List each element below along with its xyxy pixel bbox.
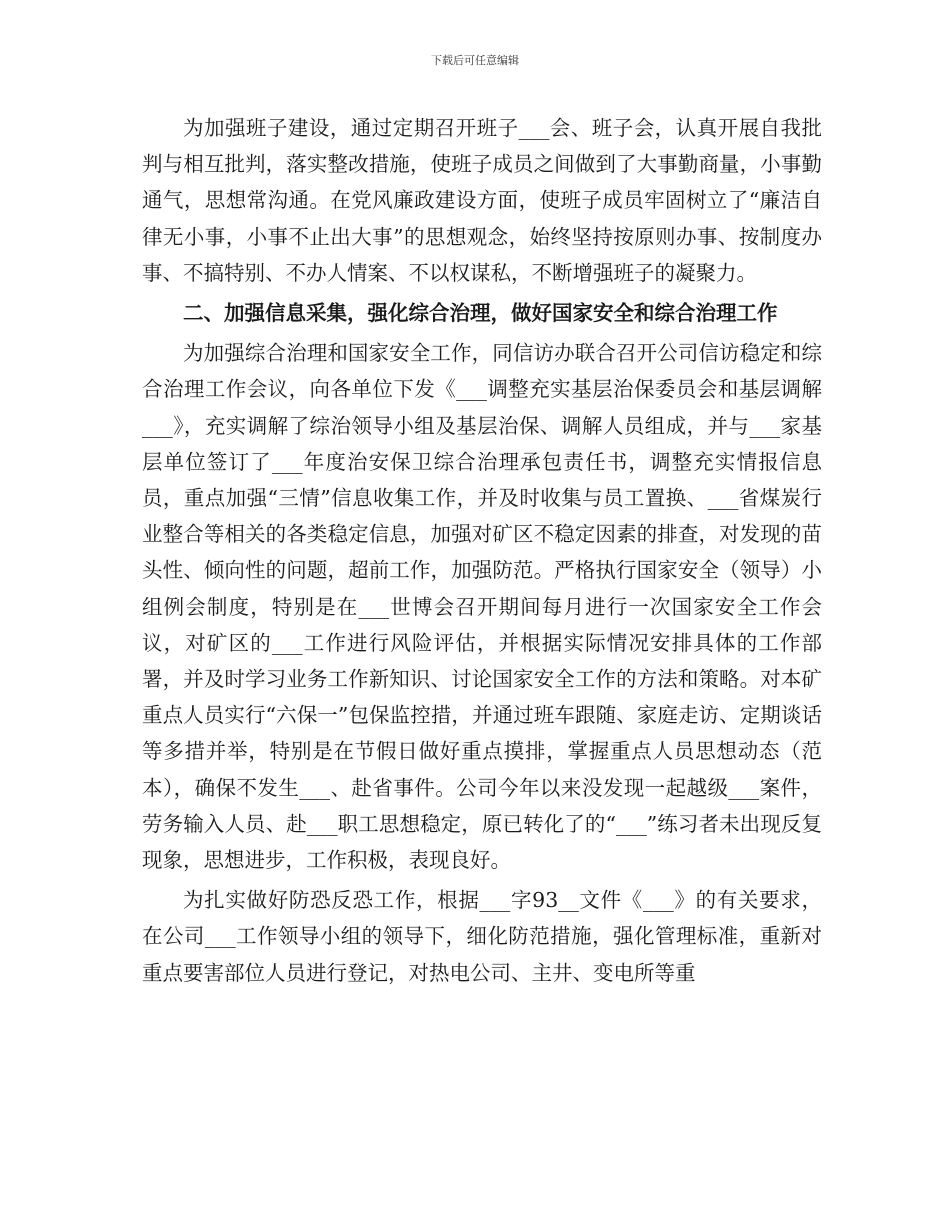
section-heading-2: 二、加强信息采集，强化综合治理，做好国家安全和综合治理工作	[183, 301, 778, 326]
paragraph-team-building: 为加强班子建设，通过定期召开班子___会、班子会，认真开展自我批判与相互批判，落实整改措施，使班子成员之间做到了大事勤商量，小事勤通气，思想常沟通。在党风廉政建设方面，使班子成员牢固树立了“廉洁自律无小事，小事不止出大事”的思想观念，始终坚持按原则办事、按制度办事、不搞特别、不办人情案、不以权谋私，不断增强班子的凝聚力。	[142, 116, 822, 285]
paragraph-comprehensive-governance: 为加强综合治理和国家安全工作，同信访办联合召开公司信访稳定和综合治理工作会议，向各单位下发《___调整充实基层治保委员会和基层调解___》，充实调解了综治领导小组及基层治保、调解人员组成，并与___家基层单位签订了___年度治安保卫综合治理承包责任书，调整充实情报信息员，重点加强“三情”信息收集工作，并及时收集与员工置换、___省煤炭行业整合等相关的各类稳定信息，加强对矿区不稳定因素的排查，对发现的苗头性、倾向性的问题，超前工作，加强防范。严格执行国家安全（领导）小组例会制度，特别是在___世博会召开期间每月进行一次国家安全工作会议，对矿区的___工作进行风险评估，并根据实际情况安排具体的工作部署，并及时学习业务工作新知识、讨论国家安全工作的方法和策略。对本矿重点人员实行“六保一”包保监控措，并通过班车跟随、家庭走访、定期谈话等多措并举，特别是在节假日做好重点摸排，掌握重点人员思想动态（范本），确保不发生___、赴省事件。公司今年以来没发现一起越级___案件，劳务输入人员、赴___职工思想稳定，原已转化了的“___”练习者未出现反复现象，思想进步，工作积极，表现良好。	[142, 341, 822, 873]
page-header: 下载后可任意编辑	[431, 54, 519, 67]
paragraph-anti-terrorism: 为扎实做好防恐反恐工作，根据___字93__文件《___》的有关要求，在公司___工作领导小组的领导下，细化防范措施，强化管理标准，重新对重点要害部位人员进行登记，对热电公司、主井、变电所等重	[142, 888, 822, 985]
document-body	[142, 110, 822, 991]
